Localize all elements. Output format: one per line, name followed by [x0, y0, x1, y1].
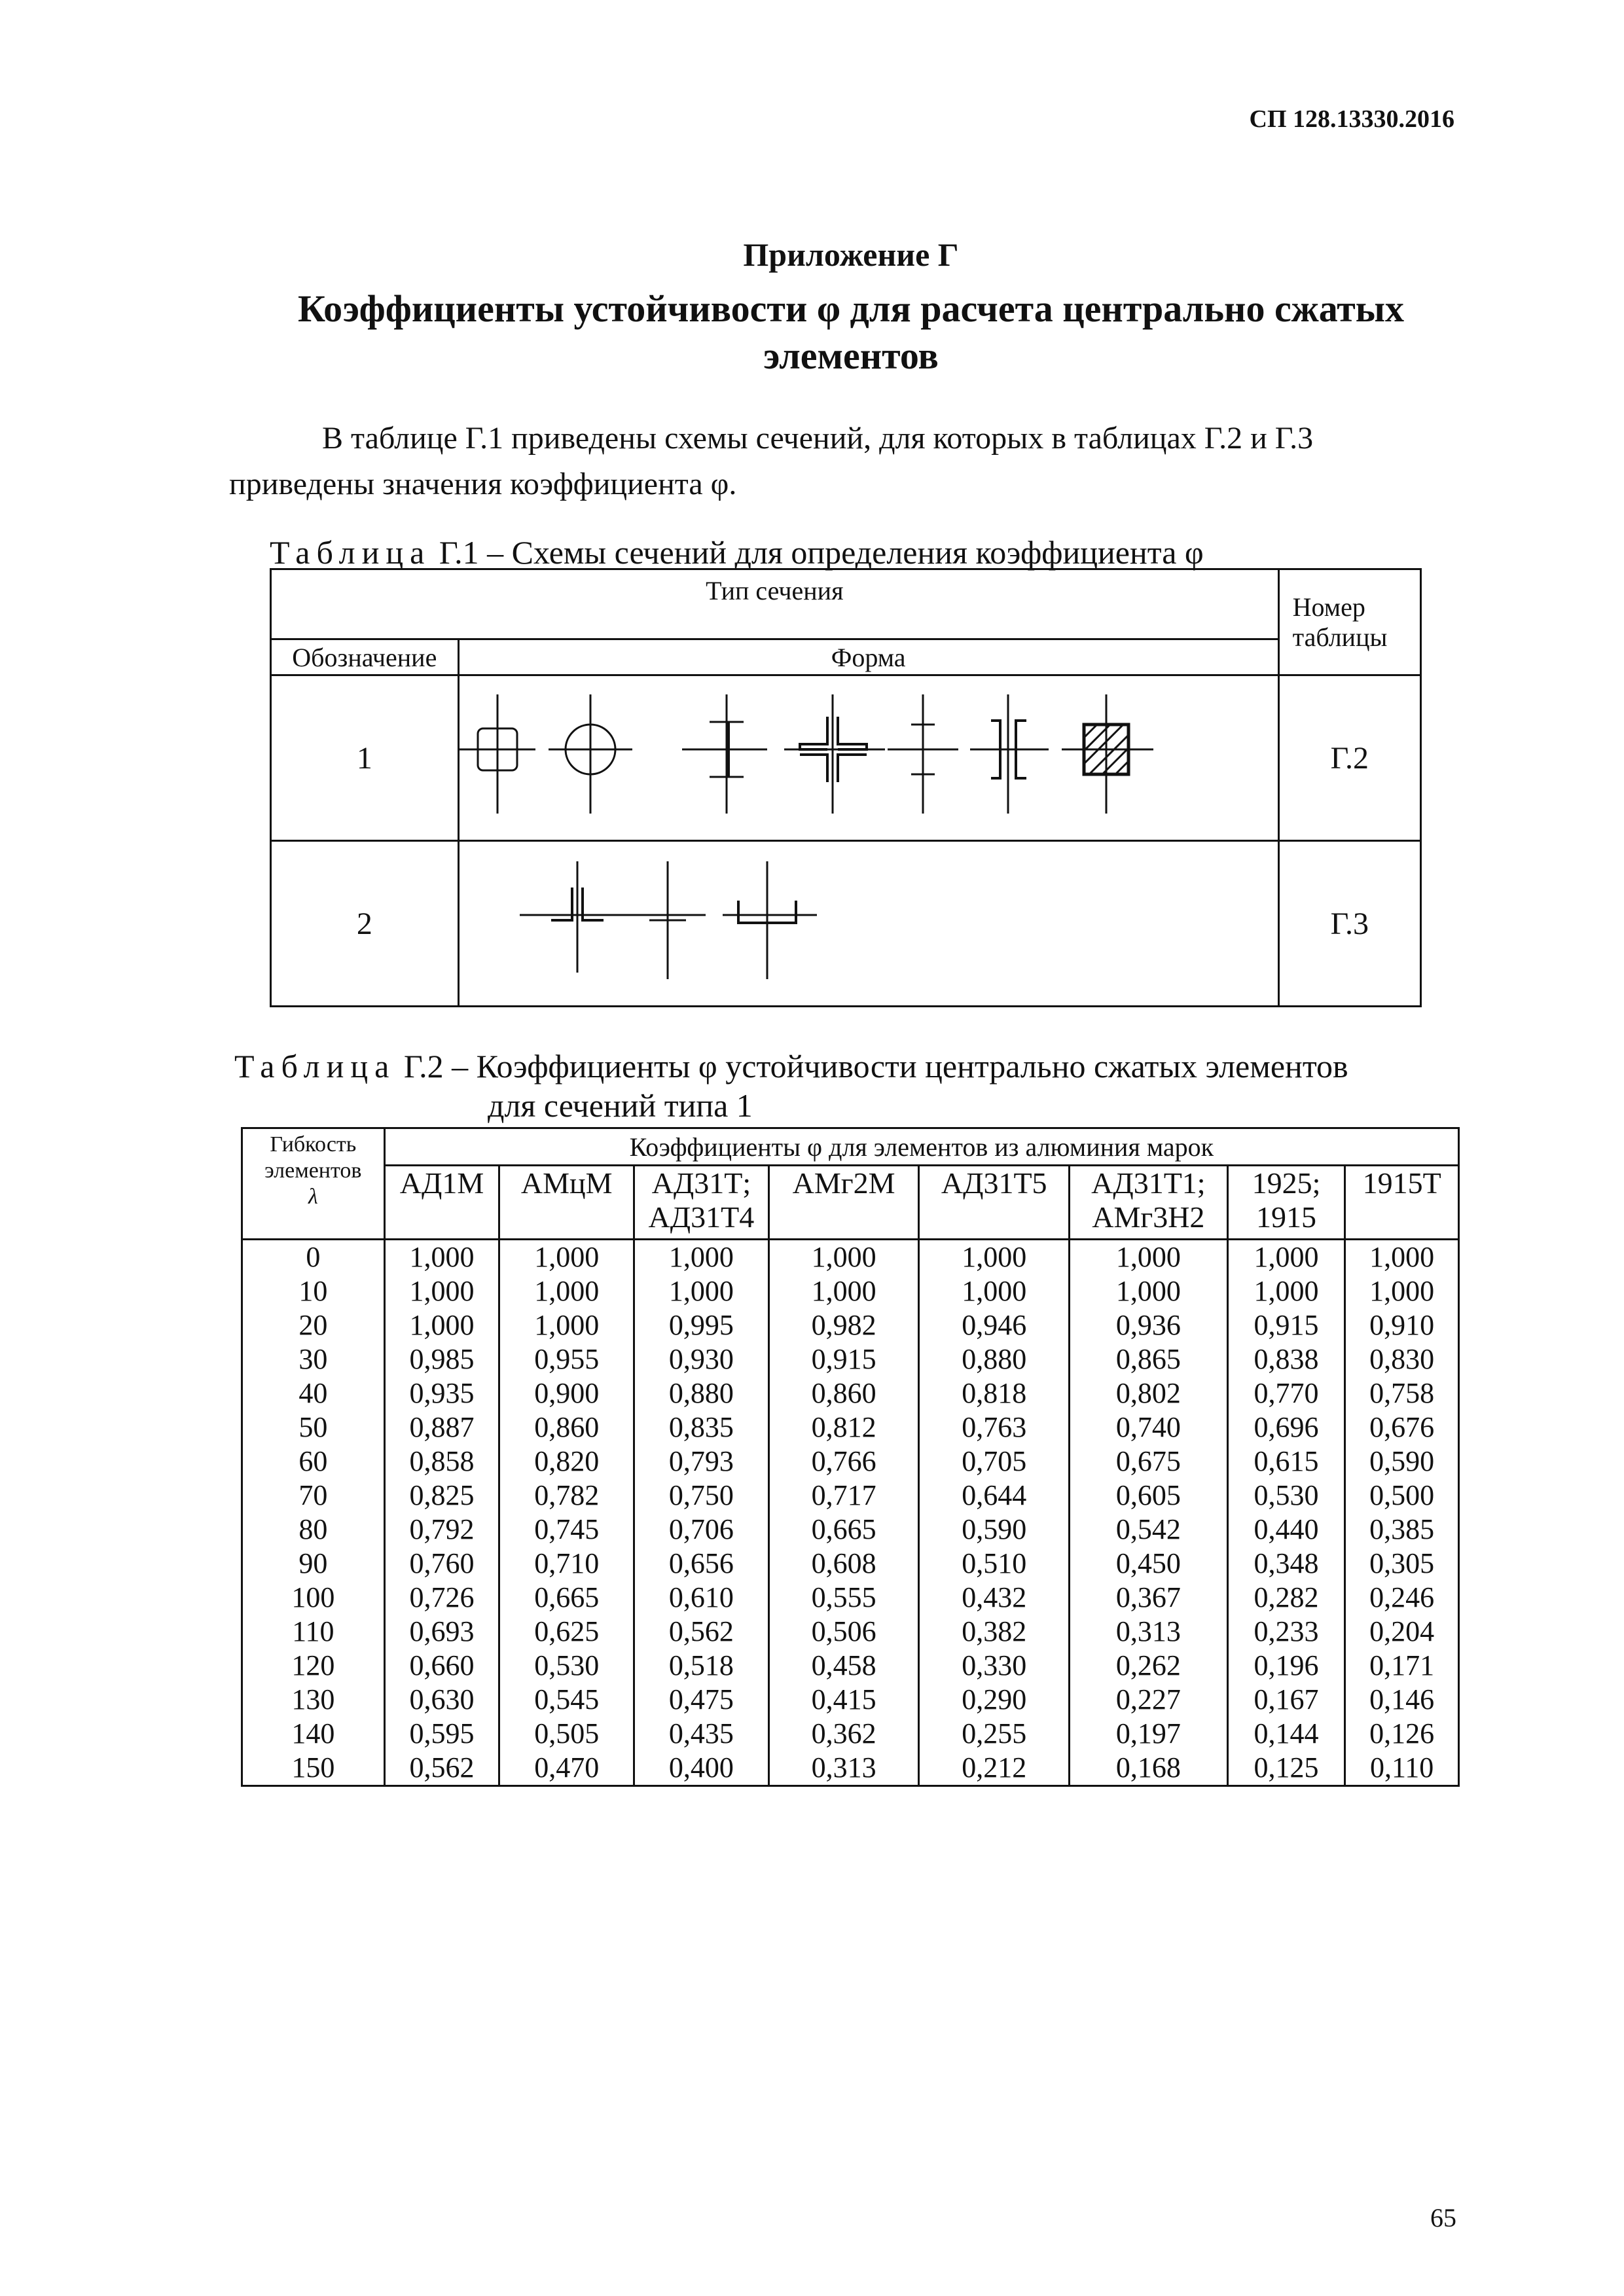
coefficient-cell: 1,000: [634, 1274, 769, 1308]
coefficient-cell: 0,212: [919, 1751, 1070, 1786]
coefficient-cell: 1,000: [1070, 1240, 1228, 1275]
section-shapes-type2-icon: [460, 842, 1278, 997]
coefficient-cell: 0,625: [499, 1615, 634, 1649]
grade-label: 1915: [1255, 1200, 1316, 1234]
shape-cell: [458, 841, 1278, 1007]
coefficient-cell: 0,820: [499, 1444, 634, 1479]
coefficient-cell: 0,615: [1227, 1444, 1345, 1479]
coefficient-cell: 1,000: [919, 1274, 1070, 1308]
intro-paragraph: В таблице Г.1 приведены схемы сечений, для которых в таблицах Г.2 и Г.3 приведены значения коэффициента φ.: [229, 421, 1314, 501]
header-designation: Обозначение: [271, 639, 459, 675]
coefficient-cell: 0,630: [384, 1683, 499, 1717]
coefficient-cell: 0,470: [499, 1751, 634, 1786]
coefficient-cell: 0,936: [1070, 1308, 1228, 1342]
coefficient-cell: 0,362: [768, 1717, 919, 1751]
coefficient-cell: 0,313: [1070, 1615, 1228, 1649]
flexibility-cell: 120: [242, 1649, 385, 1683]
coefficient-cell: 0,313: [768, 1751, 919, 1786]
coefficient-cell: 0,562: [384, 1751, 499, 1786]
coefficient-cell: 0,995: [634, 1308, 769, 1342]
coefficient-cell: 1,000: [499, 1274, 634, 1308]
flexibility-cell: 30: [242, 1342, 385, 1376]
coefficient-cell: 0,167: [1227, 1683, 1345, 1717]
coefficient-cell: 0,982: [768, 1308, 919, 1342]
appendix-title: Приложение Г: [743, 236, 959, 273]
table-row: [242, 1649, 1459, 1683]
coefficient-cell: 0,367: [1070, 1581, 1228, 1615]
table-row: [242, 1683, 1459, 1717]
header-coefficients: Коэффициенты φ для элементов из алюминия марок: [384, 1128, 1458, 1166]
main-title: Коэффициенты устойчивости φ для расчета центрально сжатых элементов: [297, 287, 1405, 377]
coefficient-cell: 0,382: [919, 1615, 1070, 1649]
grade-label: АД31Т4: [648, 1200, 755, 1234]
header-flexibility-line2: элементов: [264, 1158, 362, 1183]
coefficient-cell: 1,000: [384, 1308, 499, 1342]
coefficient-cell: 0,233: [1227, 1615, 1345, 1649]
table-row: [242, 1547, 1459, 1581]
table-row: [242, 1240, 1459, 1275]
table1-caption: [270, 533, 1204, 571]
table-row: [242, 1410, 1459, 1444]
coefficient-cell: 0,595: [384, 1717, 499, 1751]
grade-header-cell: [768, 1166, 919, 1240]
coefficient-cell: 0,802: [1070, 1376, 1228, 1410]
flexibility-cell: 10: [242, 1274, 385, 1308]
coefficient-cell: 0,696: [1227, 1410, 1345, 1444]
coefficient-cell: 1,000: [1345, 1274, 1459, 1308]
coefficient-cell: 0,144: [1227, 1717, 1345, 1751]
coefficient-cell: 0,660: [384, 1649, 499, 1683]
coefficient-cell: 0,880: [634, 1376, 769, 1410]
section-shapes-type1-icon: [460, 676, 1278, 832]
coefficient-cell: 0,506: [768, 1615, 919, 1649]
coefficient-cell: 1,000: [384, 1274, 499, 1308]
grade-label: АМг2М: [792, 1166, 895, 1200]
coefficient-cell: 0,435: [634, 1717, 769, 1751]
table1-caption-text: Г.1 – Схемы сечений для определения коэффициента φ: [431, 534, 1204, 571]
coefficient-cell: 0,518: [634, 1649, 769, 1683]
table2-caption-label: Таблица: [234, 1048, 396, 1085]
table-row: [242, 1342, 1459, 1376]
grade-header-cell: [634, 1166, 769, 1240]
coefficient-cell: 0,758: [1345, 1376, 1459, 1410]
coefficient-cell: 0,835: [634, 1410, 769, 1444]
coefficient-cell: 0,542: [1070, 1513, 1228, 1547]
coefficient-cell: 0,505: [499, 1717, 634, 1751]
coefficient-cell: 0,400: [634, 1751, 769, 1786]
coefficient-cell: 0,705: [919, 1444, 1070, 1479]
coefficient-cell: 0,475: [634, 1683, 769, 1717]
coefficient-cell: 0,665: [499, 1581, 634, 1615]
coefficient-cell: 0,763: [919, 1410, 1070, 1444]
coefficient-cell: 0,838: [1227, 1342, 1345, 1376]
coefficient-cell: 0,255: [919, 1717, 1070, 1751]
header-shape: Форма: [458, 639, 1278, 675]
coefficient-cell: 0,415: [768, 1683, 919, 1717]
table-row: [242, 1581, 1459, 1615]
flexibility-cell: 70: [242, 1479, 385, 1513]
coefficient-cell: 0,770: [1227, 1376, 1345, 1410]
coefficient-cell: 0,246: [1345, 1581, 1459, 1615]
coefficient-cell: 1,000: [768, 1274, 919, 1308]
flexibility-cell: 130: [242, 1683, 385, 1717]
coefficient-cell: 0,726: [384, 1581, 499, 1615]
coefficient-cell: 0,348: [1227, 1547, 1345, 1581]
grade-header-cell: [1345, 1166, 1459, 1240]
coefficient-cell: 1,000: [499, 1308, 634, 1342]
table-row: [242, 1376, 1459, 1410]
flexibility-cell: 40: [242, 1376, 385, 1410]
flexibility-cell: 80: [242, 1513, 385, 1547]
coefficient-cell: 1,000: [1227, 1274, 1345, 1308]
designation-cell: 1: [271, 675, 459, 841]
coefficient-cell: 0,858: [384, 1444, 499, 1479]
coefficient-cell: 0,282: [1227, 1581, 1345, 1615]
coefficient-cell: 0,860: [768, 1376, 919, 1410]
coefficient-cell: 0,693: [384, 1615, 499, 1649]
coefficient-cell: 0,555: [768, 1581, 919, 1615]
flexibility-cell: 60: [242, 1444, 385, 1479]
coefficient-cell: 0,760: [384, 1547, 499, 1581]
coefficient-cell: 0,865: [1070, 1342, 1228, 1376]
grade-header-cell: [1227, 1166, 1345, 1240]
coefficient-cell: 0,110: [1345, 1751, 1459, 1786]
flexibility-cell: 110: [242, 1615, 385, 1649]
coefficient-cell: 0,665: [768, 1513, 919, 1547]
coefficient-cell: 0,562: [634, 1615, 769, 1649]
coefficient-cell: 1,000: [634, 1240, 769, 1275]
flexibility-cell: 90: [242, 1547, 385, 1581]
stability-coefficients-table: [241, 1127, 1460, 1787]
page-number: 65: [1430, 2203, 1456, 2233]
coefficient-cell: 0,656: [634, 1547, 769, 1581]
table-row: [242, 1615, 1459, 1649]
grade-label: 1915Т: [1362, 1166, 1441, 1200]
grade-label: 1925;: [1252, 1166, 1321, 1200]
header-section-type: Тип сечения: [271, 569, 1279, 639]
coefficient-cell: 0,793: [634, 1444, 769, 1479]
coefficient-cell: 0,910: [1345, 1308, 1459, 1342]
table2-caption: [234, 1047, 1348, 1085]
table-number-cell: Г.3: [1278, 841, 1420, 1007]
coefficient-cell: 0,204: [1345, 1615, 1459, 1649]
coefficient-cell: 0,610: [634, 1581, 769, 1615]
grade-label: АД31Т;: [651, 1166, 751, 1200]
coefficient-cell: 0,792: [384, 1513, 499, 1547]
grade-header-cell: [919, 1166, 1070, 1240]
coefficient-cell: 1,000: [1070, 1274, 1228, 1308]
coefficient-cell: 0,880: [919, 1342, 1070, 1376]
coefficient-cell: 0,197: [1070, 1717, 1228, 1751]
coefficient-cell: 0,196: [1227, 1649, 1345, 1683]
header-flexibility-symbol: λ: [308, 1185, 318, 1209]
header-table-number: Номер таблицы: [1278, 569, 1420, 675]
table-row: [242, 1717, 1459, 1751]
table-row: [242, 1274, 1459, 1308]
coefficient-cell: 0,146: [1345, 1683, 1459, 1717]
coefficient-cell: 0,450: [1070, 1547, 1228, 1581]
coefficient-cell: 0,750: [634, 1479, 769, 1513]
table-row: [242, 1513, 1459, 1547]
table-row: [271, 675, 1421, 841]
coefficient-cell: 1,000: [499, 1240, 634, 1275]
flexibility-cell: 50: [242, 1410, 385, 1444]
coefficient-cell: 0,590: [1345, 1444, 1459, 1479]
coefficient-cell: 0,290: [919, 1683, 1070, 1717]
coefficient-cell: 1,000: [1227, 1240, 1345, 1275]
coefficient-cell: 0,530: [1227, 1479, 1345, 1513]
coefficient-cell: 0,608: [768, 1547, 919, 1581]
coefficient-cell: 0,915: [1227, 1308, 1345, 1342]
designation-cell: 2: [271, 841, 459, 1007]
coefficient-cell: 0,126: [1345, 1717, 1459, 1751]
grade-label: АД31Т1;: [1091, 1166, 1206, 1200]
coefficient-cell: 0,305: [1345, 1547, 1459, 1581]
grade-header-row: [242, 1166, 1459, 1240]
grade-header-cell: [499, 1166, 634, 1240]
coefficient-cell: 0,227: [1070, 1683, 1228, 1717]
coefficient-cell: 0,825: [384, 1479, 499, 1513]
grade-label: АМцМ: [520, 1166, 613, 1200]
coefficient-cell: 0,812: [768, 1410, 919, 1444]
coefficient-cell: 0,900: [499, 1376, 634, 1410]
coefficient-cell: 0,125: [1227, 1751, 1345, 1786]
shape-cell: [458, 675, 1278, 841]
coefficient-cell: 0,830: [1345, 1342, 1459, 1376]
coefficient-cell: 0,262: [1070, 1649, 1228, 1683]
coefficient-cell: 0,500: [1345, 1479, 1459, 1513]
table-row: [242, 1751, 1459, 1786]
coefficient-cell: 0,860: [499, 1410, 634, 1444]
table-row: [271, 841, 1421, 1007]
coefficient-cell: 0,946: [919, 1308, 1070, 1342]
coefficient-cell: 0,440: [1227, 1513, 1345, 1547]
table-number-cell: Г.2: [1278, 675, 1420, 841]
coefficient-cell: 0,644: [919, 1479, 1070, 1513]
section-schemes-table: [270, 568, 1422, 1007]
table1-caption-label: Таблица: [270, 534, 431, 571]
coefficient-cell: 0,985: [384, 1342, 499, 1376]
grade-header-cell: [1070, 1166, 1228, 1240]
header-flexibility: [242, 1128, 385, 1240]
coefficient-cell: 0,330: [919, 1649, 1070, 1683]
coefficient-cell: 0,717: [768, 1479, 919, 1513]
flexibility-cell: 100: [242, 1581, 385, 1615]
table-row: [242, 1308, 1459, 1342]
coefficient-cell: 0,590: [919, 1513, 1070, 1547]
header-flexibility-line1: Гибкость: [270, 1132, 357, 1157]
table2-body: [242, 1240, 1459, 1786]
grade-label: АМг3Н2: [1092, 1200, 1205, 1234]
coefficient-cell: 1,000: [384, 1240, 499, 1275]
flexibility-cell: 150: [242, 1751, 385, 1786]
coefficient-cell: 0,818: [919, 1376, 1070, 1410]
table2-caption-line2: для сечений типа 1: [488, 1087, 753, 1124]
coefficient-cell: 0,706: [634, 1513, 769, 1547]
flexibility-cell: 0: [242, 1240, 385, 1275]
table-row: [242, 1479, 1459, 1513]
table-row: [242, 1444, 1459, 1479]
coefficient-cell: 0,385: [1345, 1513, 1459, 1547]
table2-caption-text: Г.2 – Коэффициенты φ устойчивости центрально сжатых элементов: [395, 1048, 1348, 1085]
document-code: СП 128.13330.2016: [1249, 105, 1454, 133]
coefficient-cell: 0,675: [1070, 1444, 1228, 1479]
coefficient-cell: 0,168: [1070, 1751, 1228, 1786]
coefficient-cell: 0,930: [634, 1342, 769, 1376]
coefficient-cell: 0,545: [499, 1683, 634, 1717]
coefficient-cell: 0,955: [499, 1342, 634, 1376]
coefficient-cell: 0,740: [1070, 1410, 1228, 1444]
coefficient-cell: 0,887: [384, 1410, 499, 1444]
coefficient-cell: 0,510: [919, 1547, 1070, 1581]
coefficient-cell: 0,766: [768, 1444, 919, 1479]
coefficient-cell: 0,432: [919, 1581, 1070, 1615]
coefficient-cell: 0,782: [499, 1479, 634, 1513]
coefficient-cell: 1,000: [1345, 1240, 1459, 1275]
coefficient-cell: 0,530: [499, 1649, 634, 1683]
flexibility-cell: 20: [242, 1308, 385, 1342]
coefficient-cell: 0,745: [499, 1513, 634, 1547]
flexibility-cell: 140: [242, 1717, 385, 1751]
coefficient-cell: 0,605: [1070, 1479, 1228, 1513]
coefficient-cell: 0,458: [768, 1649, 919, 1683]
grade-label: АД31Т5: [941, 1166, 1047, 1200]
coefficient-cell: 0,915: [768, 1342, 919, 1376]
coefficient-cell: 0,676: [1345, 1410, 1459, 1444]
grade-label: АД1М: [399, 1166, 484, 1200]
grade-header-cell: [384, 1166, 499, 1240]
coefficient-cell: 1,000: [768, 1240, 919, 1275]
coefficient-cell: 0,935: [384, 1376, 499, 1410]
coefficient-cell: 0,710: [499, 1547, 634, 1581]
coefficient-cell: 0,171: [1345, 1649, 1459, 1683]
coefficient-cell: 1,000: [919, 1240, 1070, 1275]
